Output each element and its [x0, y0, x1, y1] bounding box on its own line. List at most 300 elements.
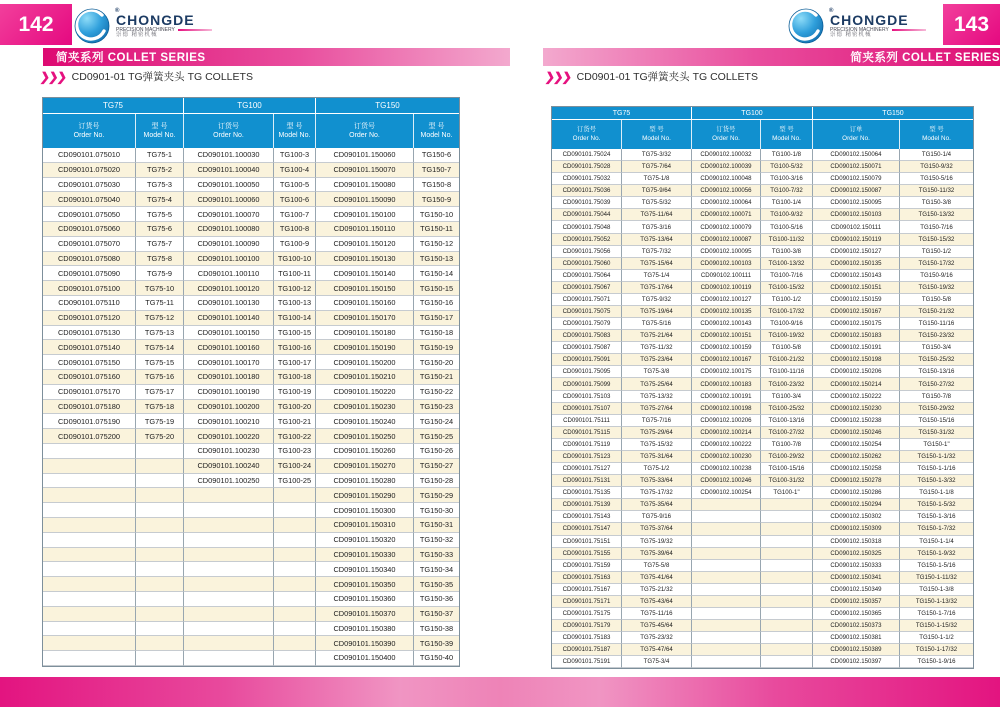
order-cell: [43, 592, 136, 607]
brand-underline: [892, 29, 926, 31]
model-cell: TG150-1-7/16: [900, 608, 973, 620]
model-cell: TG100-8: [274, 222, 316, 237]
order-cell: CD090101.100140: [184, 311, 274, 326]
model-cell: TG150-1-7/32: [900, 523, 973, 535]
order-cell: [43, 562, 136, 577]
model-cell: TG150-15: [414, 281, 459, 296]
order-cell: [692, 536, 761, 548]
order-cell: CD090101.75139: [552, 499, 622, 511]
model-cell: TG150-9: [414, 192, 459, 207]
order-cell: CD090101.150320: [316, 533, 414, 548]
model-cell: TG75-4: [136, 192, 184, 207]
brand-logo-left: [74, 5, 212, 47]
order-cell: [43, 533, 136, 548]
model-cell: TG150-19: [414, 340, 459, 355]
order-cell: CD090102.100206: [692, 415, 761, 427]
order-cell: CD090101.150080: [316, 178, 414, 193]
order-cell: CD090101.75131: [552, 475, 622, 487]
model-cell: TG100-21/32: [761, 354, 813, 366]
model-cell: TG100-20: [274, 400, 316, 415]
order-cell: CD090101.100210: [184, 414, 274, 429]
order-cell: [43, 503, 136, 518]
order-cell: CD090101.75183: [552, 632, 622, 644]
model-cell: TG150-11/32: [900, 185, 973, 197]
order-cell: CD090102.150333: [813, 560, 900, 572]
model-cell: [136, 607, 184, 622]
order-cell: [184, 562, 274, 577]
model-cell: [274, 607, 316, 622]
order-cell: CD090102.150349: [813, 584, 900, 596]
order-cell: CD090102.150286: [813, 487, 900, 499]
model-cell: TG150-1-13/32: [900, 596, 973, 608]
model-cell: [274, 518, 316, 533]
model-cell: TG100-5/16: [761, 221, 813, 233]
model-cell: TG100-1/2: [761, 294, 813, 306]
order-cell: CD090102.100103: [692, 258, 761, 270]
model-cell: TG75-7: [136, 237, 184, 252]
order-cell: CD090102.100159: [692, 342, 761, 354]
model-cell: TG75-9/32: [622, 294, 692, 306]
order-cell: CD090102.100048: [692, 173, 761, 185]
model-cell: [761, 644, 813, 656]
order-cell: CD090101.75135: [552, 487, 622, 499]
model-cell: [136, 592, 184, 607]
model-cell: [761, 584, 813, 596]
brand-underline: [178, 29, 212, 31]
model-cell: [136, 533, 184, 548]
order-cell: CD090101.075150: [43, 355, 136, 370]
order-cell: [184, 577, 274, 592]
order-cell: [43, 622, 136, 637]
order-cell: CD090102.100143: [692, 318, 761, 330]
table-subheader: 订单 Order No.: [813, 120, 900, 149]
order-cell: CD090102.150318: [813, 536, 900, 548]
model-cell: TG150-11/16: [900, 318, 973, 330]
order-cell: CD090102.150175: [813, 318, 900, 330]
order-cell: CD090102.100079: [692, 221, 761, 233]
model-cell: TG100-17: [274, 355, 316, 370]
model-cell: TG100-11: [274, 266, 316, 281]
order-cell: [692, 523, 761, 535]
table-subheader: 型 号 Model No.: [414, 114, 459, 148]
model-cell: TG100-13/32: [761, 258, 813, 270]
model-cell: TG75-19/64: [622, 306, 692, 318]
model-cell: TG75-19/32: [622, 536, 692, 548]
order-cell: [184, 533, 274, 548]
order-cell: CD090102.100087: [692, 234, 761, 246]
order-cell: [692, 560, 761, 572]
model-cell: TG150-1-1/8: [900, 487, 973, 499]
order-cell: CD090102.100056: [692, 185, 761, 197]
model-cell: TG75-11/16: [622, 608, 692, 620]
model-cell: TG75-6: [136, 222, 184, 237]
order-cell: CD090102.150325: [813, 548, 900, 560]
globe-icon: [788, 8, 824, 44]
order-cell: CD090101.75091: [552, 354, 622, 366]
model-cell: TG150-6: [414, 148, 459, 163]
model-cell: TG75-17: [136, 385, 184, 400]
order-cell: CD090102.100119: [692, 282, 761, 294]
order-cell: CD090101.100080: [184, 222, 274, 237]
model-cell: TG100-7/32: [761, 185, 813, 197]
order-cell: CD090102.100127: [692, 294, 761, 306]
order-cell: CD090102.150309: [813, 523, 900, 535]
order-cell: CD090102.100064: [692, 197, 761, 209]
order-cell: CD090101.100030: [184, 148, 274, 163]
order-cell: CD090101.75179: [552, 620, 622, 632]
order-cell: CD090101.75127: [552, 463, 622, 475]
model-cell: [136, 636, 184, 651]
order-cell: CD090101.75024: [552, 149, 622, 161]
order-cell: [43, 459, 136, 474]
order-cell: CD090101.75123: [552, 451, 622, 463]
order-cell: [43, 444, 136, 459]
order-cell: CD090101.150230: [316, 400, 414, 415]
model-cell: TG75-14: [136, 340, 184, 355]
order-cell: CD090101.75143: [552, 511, 622, 523]
model-cell: TG150-17: [414, 311, 459, 326]
model-cell: TG75-7/32: [622, 246, 692, 258]
model-cell: TG150-1-1/32: [900, 451, 973, 463]
model-cell: TG150-1-15/32: [900, 620, 973, 632]
order-cell: CD090101.150290: [316, 488, 414, 503]
chevron-right-icon: ❯❯❯: [544, 69, 572, 84]
model-cell: TG150-31: [414, 518, 459, 533]
order-cell: [184, 651, 274, 666]
model-cell: [761, 608, 813, 620]
order-cell: CD090101.75167: [552, 584, 622, 596]
brand-name: ® CHONGDE: [115, 8, 195, 29]
model-cell: [136, 548, 184, 563]
model-cell: TG75-21/64: [622, 330, 692, 342]
order-cell: CD090102.150071: [813, 161, 900, 173]
table-subheader: 型 号 Model No.: [136, 114, 184, 148]
order-cell: CD090101.75060: [552, 258, 622, 270]
order-cell: CD090101.075140: [43, 340, 136, 355]
order-cell: CD090102.150206: [813, 366, 900, 378]
model-cell: TG150-5/16: [900, 173, 973, 185]
model-cell: TG150-1-3/8: [900, 584, 973, 596]
order-cell: CD090102.100071: [692, 209, 761, 221]
brand-name: ® CHONGDE: [829, 8, 909, 29]
model-cell: TG150-12: [414, 237, 459, 252]
model-cell: TG75-23/32: [622, 632, 692, 644]
order-cell: CD090101.75155: [552, 548, 622, 560]
order-cell: CD090102.100246: [692, 475, 761, 487]
order-cell: CD090101.075110: [43, 296, 136, 311]
model-cell: TG100-31/32: [761, 475, 813, 487]
order-cell: CD090101.150140: [316, 266, 414, 281]
heading-text: CD0901-01 TG弹簧夹头 TG COLLETS: [71, 71, 253, 83]
model-cell: TG75-3/4: [622, 656, 692, 668]
model-cell: TG100-7/8: [761, 439, 813, 451]
model-cell: TG100-29/32: [761, 451, 813, 463]
model-cell: TG75-5/16: [622, 318, 692, 330]
order-cell: [43, 474, 136, 489]
model-cell: TG150-13: [414, 252, 459, 267]
model-cell: TG150-11: [414, 222, 459, 237]
heading-text: CD0901-01 TG弹簧夹头 TG COLLETS: [576, 71, 758, 83]
order-cell: CD090101.100070: [184, 207, 274, 222]
model-cell: TG100-11/32: [761, 234, 813, 246]
model-cell: TG150-31/32: [900, 427, 973, 439]
order-cell: CD090102.150246: [813, 427, 900, 439]
order-cell: CD090101.100170: [184, 355, 274, 370]
model-cell: [136, 518, 184, 533]
order-cell: [692, 644, 761, 656]
section-bar-right: 简夹系列 COLLET SERIES: [543, 48, 1000, 66]
order-cell: CD090101.75115: [552, 427, 622, 439]
order-cell: CD090102.100111: [692, 270, 761, 282]
model-cell: TG100-9: [274, 237, 316, 252]
model-cell: TG100-19/32: [761, 330, 813, 342]
footer-bar-right: [500, 677, 1000, 707]
order-cell: CD090102.150064: [813, 149, 900, 161]
order-cell: CD090101.100160: [184, 340, 274, 355]
order-cell: CD090102.150079: [813, 173, 900, 185]
model-cell: [761, 620, 813, 632]
order-cell: CD090102.150254: [813, 439, 900, 451]
model-cell: TG100-23: [274, 444, 316, 459]
order-cell: CD090101.075130: [43, 326, 136, 341]
order-cell: CD090102.100238: [692, 463, 761, 475]
model-cell: TG150-35: [414, 577, 459, 592]
model-cell: [274, 577, 316, 592]
order-cell: CD090101.75087: [552, 342, 622, 354]
table-group-header: TG150: [813, 107, 973, 120]
order-cell: CD090101.075010: [43, 148, 136, 163]
order-cell: CD090101.75028: [552, 161, 622, 173]
order-cell: CD090101.100150: [184, 326, 274, 341]
order-cell: CD090102.100039: [692, 161, 761, 173]
model-cell: TG75-11: [136, 296, 184, 311]
model-cell: [274, 592, 316, 607]
model-cell: TG150-30: [414, 503, 459, 518]
catalog-heading-right: [545, 69, 758, 84]
model-cell: TG150-9/16: [900, 270, 973, 282]
table-group-header: TG75: [43, 98, 184, 114]
order-cell: CD090101.150370: [316, 607, 414, 622]
model-cell: TG100-5/8: [761, 342, 813, 354]
model-cell: TG100-13/16: [761, 415, 813, 427]
order-cell: CD090102.150111: [813, 221, 900, 233]
model-cell: TG100-15/32: [761, 282, 813, 294]
model-cell: TG75-3/16: [622, 221, 692, 233]
order-cell: CD090102.100230: [692, 451, 761, 463]
order-cell: CD090101.100100: [184, 252, 274, 267]
model-cell: [136, 577, 184, 592]
order-cell: [184, 622, 274, 637]
model-cell: TG75-9: [136, 266, 184, 281]
model-cell: TG150-17/32: [900, 258, 973, 270]
order-cell: CD090102.150258: [813, 463, 900, 475]
order-cell: CD090101.75187: [552, 644, 622, 656]
order-cell: CD090101.100120: [184, 281, 274, 296]
model-cell: TG150-1/2: [900, 246, 973, 258]
model-cell: TG150-21/32: [900, 306, 973, 318]
model-cell: TG150-14: [414, 266, 459, 281]
table-group-header: TG75: [552, 107, 692, 120]
order-cell: [43, 636, 136, 651]
order-cell: CD090102.100151: [692, 330, 761, 342]
model-cell: [136, 651, 184, 666]
model-cell: [274, 562, 316, 577]
order-cell: CD090101.100060: [184, 192, 274, 207]
model-cell: TG150-1-5/32: [900, 499, 973, 511]
order-cell: CD090101.075160: [43, 370, 136, 385]
order-cell: CD090101.75099: [552, 378, 622, 390]
order-cell: CD090101.075060: [43, 222, 136, 237]
model-cell: [761, 511, 813, 523]
model-cell: [274, 548, 316, 563]
order-cell: CD090101.75032: [552, 173, 622, 185]
catalog-heading-left: [40, 69, 253, 84]
order-cell: [184, 548, 274, 563]
model-cell: TG100-15/16: [761, 463, 813, 475]
model-cell: [761, 572, 813, 584]
order-cell: CD090101.75075: [552, 306, 622, 318]
order-cell: [692, 620, 761, 632]
order-cell: CD090102.150373: [813, 620, 900, 632]
order-cell: [184, 607, 274, 622]
model-cell: TG75-9/16: [622, 511, 692, 523]
order-cell: CD090101.150250: [316, 429, 414, 444]
model-cell: [136, 488, 184, 503]
model-cell: TG75-13: [136, 326, 184, 341]
order-cell: CD090101.75171: [552, 596, 622, 608]
order-cell: CD090101.150180: [316, 326, 414, 341]
model-cell: TG75-5/32: [622, 197, 692, 209]
order-cell: CD090102.150095: [813, 197, 900, 209]
model-cell: TG75-37/64: [622, 523, 692, 535]
order-cell: [43, 548, 136, 563]
order-cell: CD090101.075100: [43, 281, 136, 296]
model-cell: TG100-1/4: [761, 197, 813, 209]
order-cell: CD090101.75056: [552, 246, 622, 258]
model-cell: TG150-9/32: [900, 161, 973, 173]
model-cell: TG150-32: [414, 533, 459, 548]
model-cell: TG150-1/4: [900, 149, 973, 161]
order-cell: CD090101.150150: [316, 281, 414, 296]
model-cell: TG75-1/8: [622, 173, 692, 185]
order-cell: CD090101.075020: [43, 163, 136, 178]
order-cell: CD090102.150365: [813, 608, 900, 620]
order-cell: CD090102.100135: [692, 306, 761, 318]
page-number-left: 142: [0, 4, 72, 45]
table-subheader: 订货号 Order No.: [552, 120, 622, 149]
model-cell: TG150-1-1/4: [900, 536, 973, 548]
model-cell: [761, 499, 813, 511]
order-cell: CD090101.75071: [552, 294, 622, 306]
order-cell: [184, 503, 274, 518]
table-subheader: 型 号 Model No.: [274, 114, 316, 148]
model-cell: TG100-3/4: [761, 391, 813, 403]
order-cell: CD090101.150130: [316, 252, 414, 267]
order-cell: CD090101.75036: [552, 185, 622, 197]
model-cell: TG150-7/8: [900, 391, 973, 403]
collet-table-right: [551, 106, 974, 669]
order-cell: CD090101.075170: [43, 385, 136, 400]
model-cell: TG100-21: [274, 414, 316, 429]
order-cell: CD090101.75163: [552, 572, 622, 584]
order-cell: CD090101.100220: [184, 429, 274, 444]
order-cell: CD090101.150160: [316, 296, 414, 311]
order-cell: CD090101.150090: [316, 192, 414, 207]
model-cell: TG75-39/64: [622, 548, 692, 560]
model-cell: TG75-3/8: [622, 366, 692, 378]
order-cell: CD090101.075180: [43, 400, 136, 415]
model-cell: TG150-5/8: [900, 294, 973, 306]
model-cell: [761, 548, 813, 560]
order-cell: CD090102.150167: [813, 306, 900, 318]
order-cell: CD090101.75067: [552, 282, 622, 294]
model-cell: [136, 562, 184, 577]
order-cell: CD090101.075050: [43, 207, 136, 222]
model-cell: TG150-36: [414, 592, 459, 607]
model-cell: TG75-23/64: [622, 354, 692, 366]
order-cell: CD090101.150350: [316, 577, 414, 592]
section-bar-left: 简夹系列 COLLET SERIES: [43, 48, 510, 66]
order-cell: CD090102.150143: [813, 270, 900, 282]
model-cell: TG150-34: [414, 562, 459, 577]
order-cell: CD090101.75079: [552, 318, 622, 330]
model-cell: TG100-5/32: [761, 161, 813, 173]
page-number-right: 143: [943, 4, 1000, 45]
model-cell: TG75-19: [136, 414, 184, 429]
order-cell: CD090101.100130: [184, 296, 274, 311]
order-cell: CD090102.150135: [813, 258, 900, 270]
order-cell: CD090102.150381: [813, 632, 900, 644]
model-cell: TG100-3: [274, 148, 316, 163]
model-cell: TG75-7/16: [622, 415, 692, 427]
order-cell: CD090101.150070: [316, 163, 414, 178]
model-cell: [136, 503, 184, 518]
model-cell: TG150-23/32: [900, 330, 973, 342]
model-cell: TG75-15: [136, 355, 184, 370]
order-cell: CD090102.150214: [813, 378, 900, 390]
model-cell: TG75-13/32: [622, 391, 692, 403]
model-cell: TG75-10: [136, 281, 184, 296]
order-cell: CD090101.150210: [316, 370, 414, 385]
model-cell: TG100-19: [274, 385, 316, 400]
order-cell: CD090101.100240: [184, 459, 274, 474]
table-subheader: 型 号 Model No.: [761, 120, 813, 149]
order-cell: CD090101.150330: [316, 548, 414, 563]
order-cell: CD090101.75147: [552, 523, 622, 535]
model-cell: TG150-1-11/32: [900, 572, 973, 584]
model-cell: TG75-5/8: [622, 560, 692, 572]
model-cell: [761, 560, 813, 572]
order-cell: CD090101.100050: [184, 178, 274, 193]
model-cell: TG75-1: [136, 148, 184, 163]
order-cell: CD090102.150278: [813, 475, 900, 487]
model-cell: TG150-1-3/32: [900, 475, 973, 487]
order-cell: CD090101.150100: [316, 207, 414, 222]
model-cell: TG100-6: [274, 192, 316, 207]
model-cell: TG100-27/32: [761, 427, 813, 439]
model-cell: TG150-24: [414, 414, 459, 429]
model-cell: TG150-16: [414, 296, 459, 311]
order-cell: CD090101.150190: [316, 340, 414, 355]
model-cell: TG75-35/64: [622, 499, 692, 511]
order-cell: CD090102.100183: [692, 378, 761, 390]
brand-logo-right: [788, 5, 926, 47]
order-cell: CD090101.75175: [552, 608, 622, 620]
order-cell: [692, 656, 761, 668]
order-cell: CD090102.100095: [692, 246, 761, 258]
model-cell: TG150-3/8: [900, 197, 973, 209]
order-cell: [184, 518, 274, 533]
